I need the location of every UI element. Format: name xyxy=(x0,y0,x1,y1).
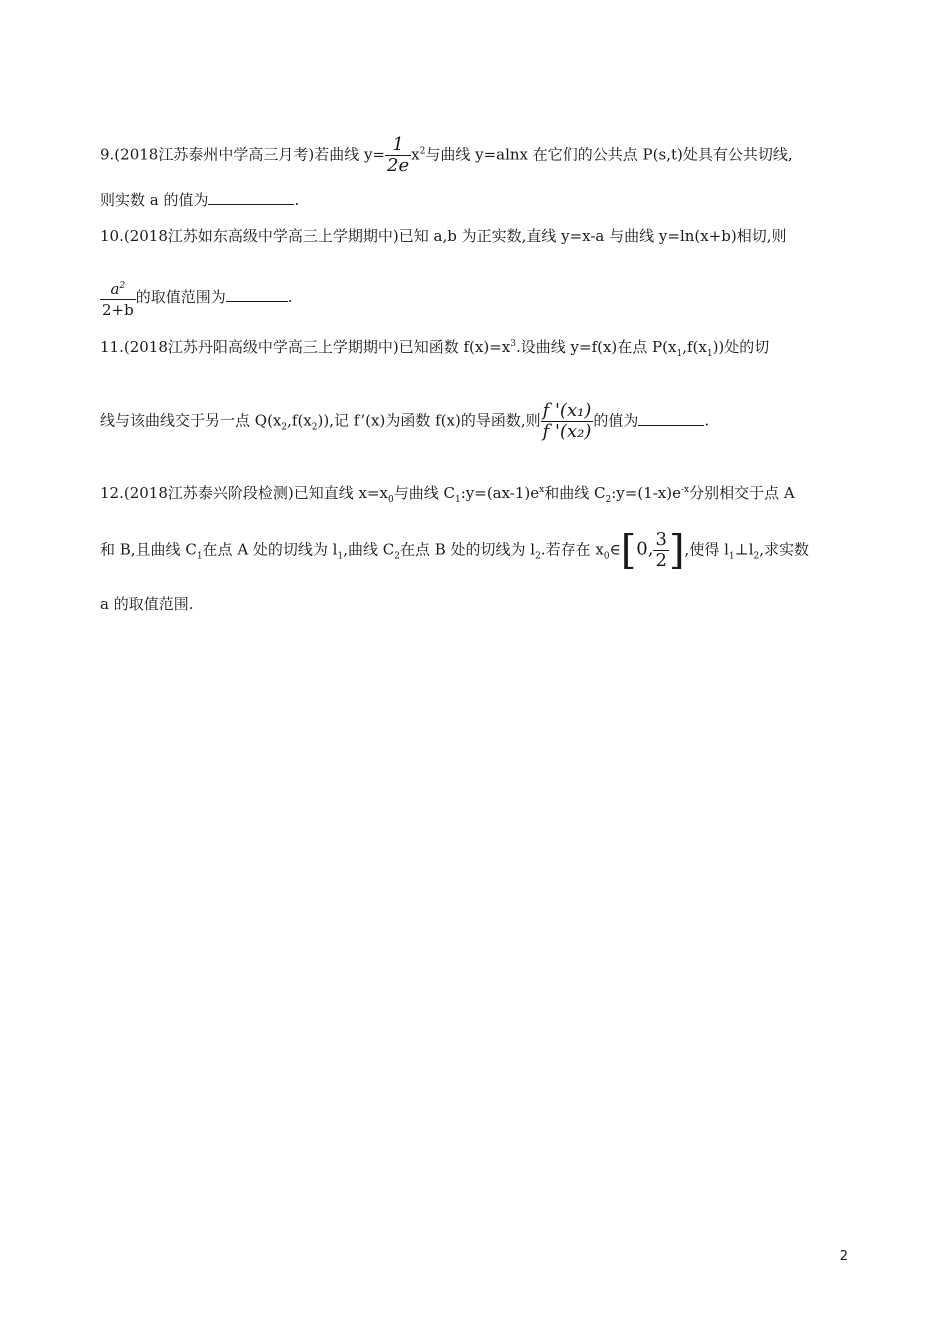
q9-line2: 则实数 a 的值为 . xyxy=(100,191,300,209)
q11-answer-blank[interactable] xyxy=(638,411,704,426)
q10-line2: $\frac{a^2}{2+b}$ 的取值范围为 . xyxy=(100,276,293,320)
q10-line1: 10.(2018江苏如东高级中学高三上学期期中)已知 a,b 为正实数,直线 y=x-a 与曲线 y=ln(x+b)相切,则 xyxy=(100,227,787,245)
q12-line3: a 的取值范围. xyxy=(100,595,194,613)
q9-text-b: 与曲线 y=alnx 在它们的公共点 P(s,t)处具有公共切线, xyxy=(425,145,793,164)
q11-line1: 11.(2018江苏丹阳高级中学高三上学期期中)已知函数 $f(x)=x^3$.设曲线 y=f(x)在点 $P(x_1,f(x_1))$处的切 xyxy=(100,338,770,359)
q12-interval-fraction: $\frac{3}{2}$ xyxy=(655,529,667,571)
q9-text-a: 9.(2018江苏泰州中学高三月考)若曲线 y= xyxy=(100,145,386,164)
q12-line2: 和 B,且曲线 $C_1$在点 A 处的切线为 $l_1$,曲线 $C_2$在点 B 处的切线为 $l_2$.若存在 $x_0\in[0$, $\frac{3}{2}$ ],使得 $l_1\perp l_2$,求实数 xyxy=(100,527,810,574)
page-number: 2 xyxy=(839,1249,848,1264)
interval-right-bracket: ] xyxy=(668,527,685,574)
q9-line1: 9.(2018江苏泰州中学高三月考)若曲线 y= $\frac{1}{2e}$ $x^2$与曲线 y=alnx 在它们的公共点 P(s,t)处具有公共切线, xyxy=(100,134,793,176)
q9-fraction: $\frac{1}{2e}$ xyxy=(387,134,410,176)
q10-answer-blank[interactable] xyxy=(226,287,288,302)
interval-left-bracket: [ xyxy=(620,527,637,574)
q9-answer-blank[interactable] xyxy=(208,190,294,205)
q11-line2: 线与该曲线交于另一点 $Q(x_2,f(x_2))$,记 f’(x)为函数 f(x)的导函数,则 $\frac{\text{f '(x₁)}}{\text{f '(x₂)}}$ 的值为 . xyxy=(100,400,710,442)
q10-fraction: $\frac{a^2}{2+b}$ xyxy=(100,276,136,320)
q12-line1: 12.(2018江苏泰兴阶段检测)已知直线 $x=x_0$与曲线 $C_1:y=(ax-1)e^x$和曲线 $C_2:y=(1-x)e^{-x}$分别相交于点 A xyxy=(100,484,795,505)
q11-fraction: $\frac{\text{f '(x₁)}}{\text{f '(x₂)}}$ xyxy=(542,400,592,442)
